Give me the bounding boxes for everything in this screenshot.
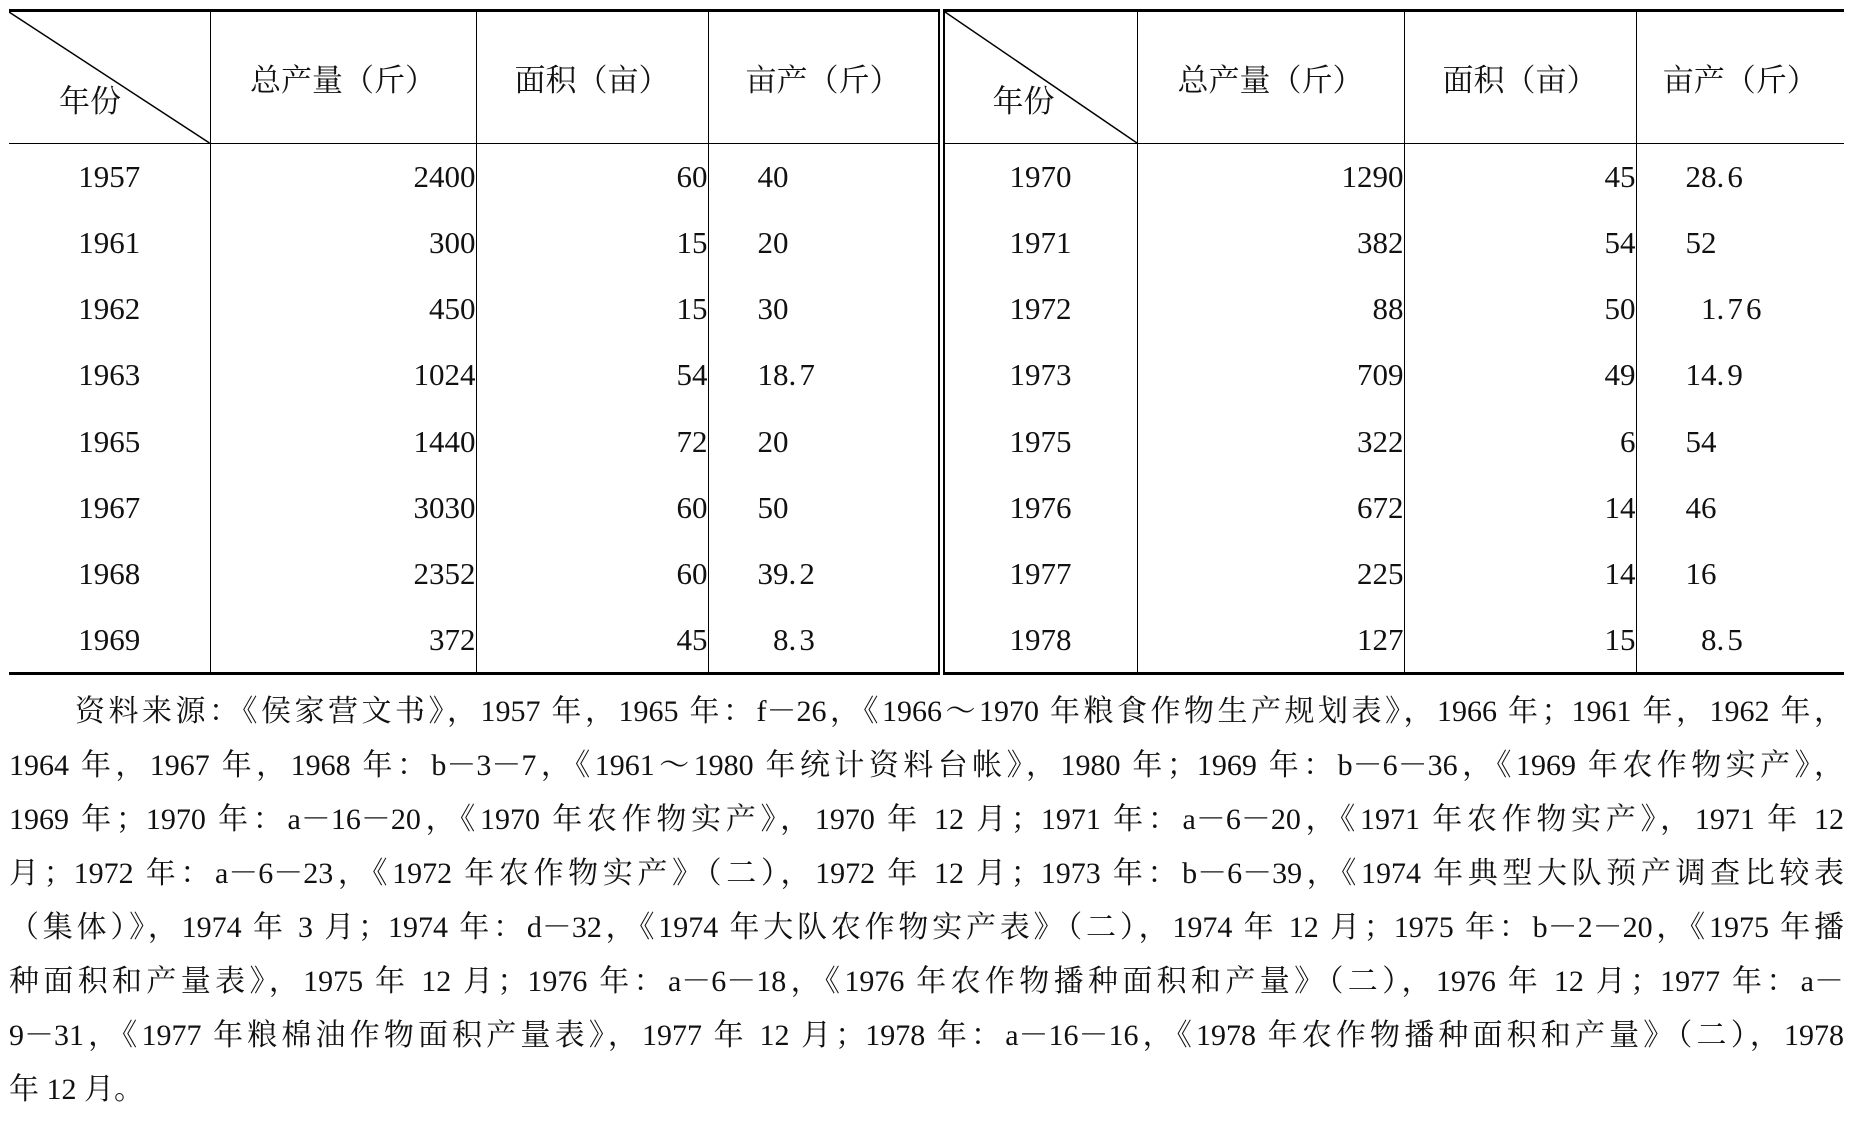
cell-area: 60 [476, 475, 708, 541]
yield-value [1637, 225, 1717, 260]
yield-integer-part: 20 [757, 224, 789, 260]
yield-decimal-part: .3 [788, 621, 818, 657]
yield-decimal-part: .6 [1716, 158, 1746, 194]
cell-total-output: 1440 [210, 409, 476, 475]
yield-integer-part: 14 [1685, 357, 1717, 393]
source-note-line: （集体）》，1974 年 3 月；1974 年：d－32，《1974 年大队农作物实产表》（二），1974 年 12 月；1975 年：b－2－20，《1975 年播 [9, 911, 1844, 944]
cell-yield-per-mu [1636, 409, 1844, 475]
cell-area: 54 [476, 342, 708, 408]
yield-decimal-part: .5 [1716, 621, 1746, 657]
table-row [9, 210, 1844, 276]
cell-area: 45 [1404, 144, 1636, 210]
source-note-line: 1969 年；1970 年：a－16－20，《1970 年农作物实产》，1970 年 12 月；1971 年：a－6－20，《1971 年农作物实产》，1971 年 12 [9, 803, 1844, 836]
yield-value [709, 159, 789, 194]
cell-year: 1963 [9, 342, 210, 408]
yield-value [1637, 424, 1717, 459]
yield-integer-part: 39 [757, 556, 789, 592]
cell-total-output: 127 [1137, 607, 1404, 673]
cell-total-output: 382 [1137, 210, 1404, 276]
header-area: 面积（亩） [1404, 11, 1636, 144]
yield-value [1637, 291, 1765, 326]
header-year-cell [941, 11, 1137, 144]
header-year-cell [9, 11, 210, 144]
cell-year: 1968 [9, 541, 210, 607]
cell-total-output: 225 [1137, 541, 1404, 607]
cell-total-output: 2400 [210, 144, 476, 210]
yield-integer-part: 1 [1701, 291, 1717, 327]
yield-value [709, 225, 789, 260]
yield-value [709, 424, 789, 459]
cell-total-output: 3030 [210, 475, 476, 541]
yield-value [1637, 357, 1746, 392]
cell-total-output: 709 [1137, 342, 1404, 408]
yield-value [709, 490, 789, 525]
cell-total-output: 2352 [210, 541, 476, 607]
header-diagonal-line [945, 12, 1137, 143]
cell-area: 6 [1404, 409, 1636, 475]
header-year-label: 年份 [992, 84, 1055, 119]
cell-area: 60 [476, 541, 708, 607]
yield-value [709, 622, 818, 657]
cell-area: 54 [1404, 210, 1636, 276]
table-row [9, 342, 1844, 408]
cell-area: 72 [476, 409, 708, 475]
yield-integer-part: 54 [1685, 423, 1717, 459]
source-note-line: 种面积和产量表》，1975 年 12 月；1976 年：a－6－18，《1976 年农作物播种面积和产量》（二），1976 年 12 月；1977 年：a－ [9, 965, 1844, 998]
cell-yield-per-mu [1636, 475, 1844, 541]
cell-area: 50 [1404, 276, 1636, 342]
cell-year: 1976 [941, 475, 1137, 541]
yield-value [1637, 556, 1717, 591]
cell-yield-per-mu [1636, 210, 1844, 276]
cell-year: 1971 [941, 210, 1137, 276]
table-row [9, 541, 1844, 607]
cell-area: 45 [476, 607, 708, 673]
header-total-output: 总产量（斤） [210, 11, 476, 144]
production-table [9, 9, 1844, 675]
cell-yield-per-mu [708, 342, 941, 408]
yield-integer-part: 52 [1685, 224, 1717, 260]
cell-yield-per-mu [708, 607, 941, 673]
yield-integer-part: 50 [757, 489, 789, 525]
cell-yield-per-mu [708, 409, 941, 475]
cell-area: 15 [476, 210, 708, 276]
cell-year: 1965 [9, 409, 210, 475]
cell-yield-per-mu [708, 144, 941, 210]
table-row [9, 144, 1844, 210]
yield-decimal-part: .7 [788, 357, 818, 393]
yield-value [1637, 490, 1717, 525]
yield-integer-part: 30 [757, 291, 789, 327]
yield-integer-part: 20 [757, 423, 789, 459]
yield-value [1637, 159, 1746, 194]
cell-total-output: 1290 [1137, 144, 1404, 210]
cell-yield-per-mu [1636, 144, 1844, 210]
cell-yield-per-mu [1636, 276, 1844, 342]
yield-integer-part: 40 [757, 158, 789, 194]
cell-year: 1970 [941, 144, 1137, 210]
yield-integer-part: 8 [773, 621, 789, 657]
cell-year: 1969 [9, 607, 210, 673]
cell-total-output: 1024 [210, 342, 476, 408]
cell-year: 1975 [941, 409, 1137, 475]
cell-year: 1962 [9, 276, 210, 342]
cell-total-output: 322 [1137, 409, 1404, 475]
header-area: 面积（亩） [476, 11, 708, 144]
cell-total-output: 88 [1137, 276, 1404, 342]
cell-area: 15 [1404, 607, 1636, 673]
cell-area: 60 [476, 144, 708, 210]
header-diagonal-line [9, 12, 210, 143]
table-row [9, 607, 1844, 673]
source-note-line: 9－31，《1977 年粮棉油作物面积产量表》，1977 年 12 月；1978 年：a－16－16，《1978 年农作物播种面积和产量》（二），1978 [9, 1019, 1844, 1052]
cell-yield-per-mu [1636, 607, 1844, 673]
cell-area: 14 [1404, 475, 1636, 541]
cell-year: 1972 [941, 276, 1137, 342]
yield-value [1637, 622, 1746, 657]
cell-total-output: 672 [1137, 475, 1404, 541]
header-total-output: 总产量（斤） [1137, 11, 1404, 144]
yield-decimal-part: .2 [788, 556, 818, 592]
cell-year: 1973 [941, 342, 1137, 408]
header-year-label: 年份 [59, 84, 121, 119]
cell-total-output: 450 [210, 276, 476, 342]
source-note-line: 年 12 月。 [9, 1073, 144, 1106]
cell-area: 14 [1404, 541, 1636, 607]
cell-yield-per-mu [1636, 541, 1844, 607]
cell-yield-per-mu [708, 276, 941, 342]
yield-decimal-part: .76 [1716, 291, 1765, 327]
cell-total-output: 372 [210, 607, 476, 673]
cell-year: 1957 [9, 144, 210, 210]
header-row [9, 11, 1844, 144]
cell-yield-per-mu [708, 541, 941, 607]
source-note [9, 685, 1844, 1117]
yield-decimal-part: .9 [1716, 357, 1746, 393]
yield-value [709, 357, 818, 392]
yield-integer-part: 28 [1685, 158, 1717, 194]
table-row [9, 409, 1844, 475]
cell-yield-per-mu [1636, 342, 1844, 408]
cell-area: 15 [476, 276, 708, 342]
source-note-line: 1964 年，1967 年，1968 年：b－3－7，《1961～1980 年统计资料台帐》，1980 年；1969 年：b－6－36，《1969 年农作物实产》， [9, 749, 1844, 782]
yield-integer-part: 46 [1685, 489, 1717, 525]
cell-year: 1977 [941, 541, 1137, 607]
yield-integer-part: 8 [1701, 621, 1717, 657]
source-note-line: 资料来源：《侯家营文书》，1957 年，1965 年：f－26，《1966～1970 年粮食作物生产规划表》，1966 年；1961 年，1962 年， [75, 695, 1844, 728]
yield-value [709, 291, 789, 326]
cell-total-output: 300 [210, 210, 476, 276]
cell-area: 49 [1404, 342, 1636, 408]
header-yield-per-mu: 亩产（斤） [708, 11, 941, 144]
source-note-line: 月；1972 年：a－6－23，《1972 年农作物实产》（二），1972 年 12 月；1973 年：b－6－39，《1974 年典型大队预产调查比较表 [9, 857, 1844, 890]
header-yield-per-mu: 亩产（斤） [1636, 11, 1844, 144]
table-row [9, 276, 1844, 342]
cell-year: 1961 [9, 210, 210, 276]
yield-integer-part: 18 [757, 357, 789, 393]
table-row [9, 475, 1844, 541]
cell-yield-per-mu [708, 210, 941, 276]
cell-yield-per-mu [708, 475, 941, 541]
cell-year: 1978 [941, 607, 1137, 673]
yield-value [709, 556, 818, 591]
yield-integer-part: 16 [1685, 556, 1717, 592]
cell-year: 1967 [9, 475, 210, 541]
